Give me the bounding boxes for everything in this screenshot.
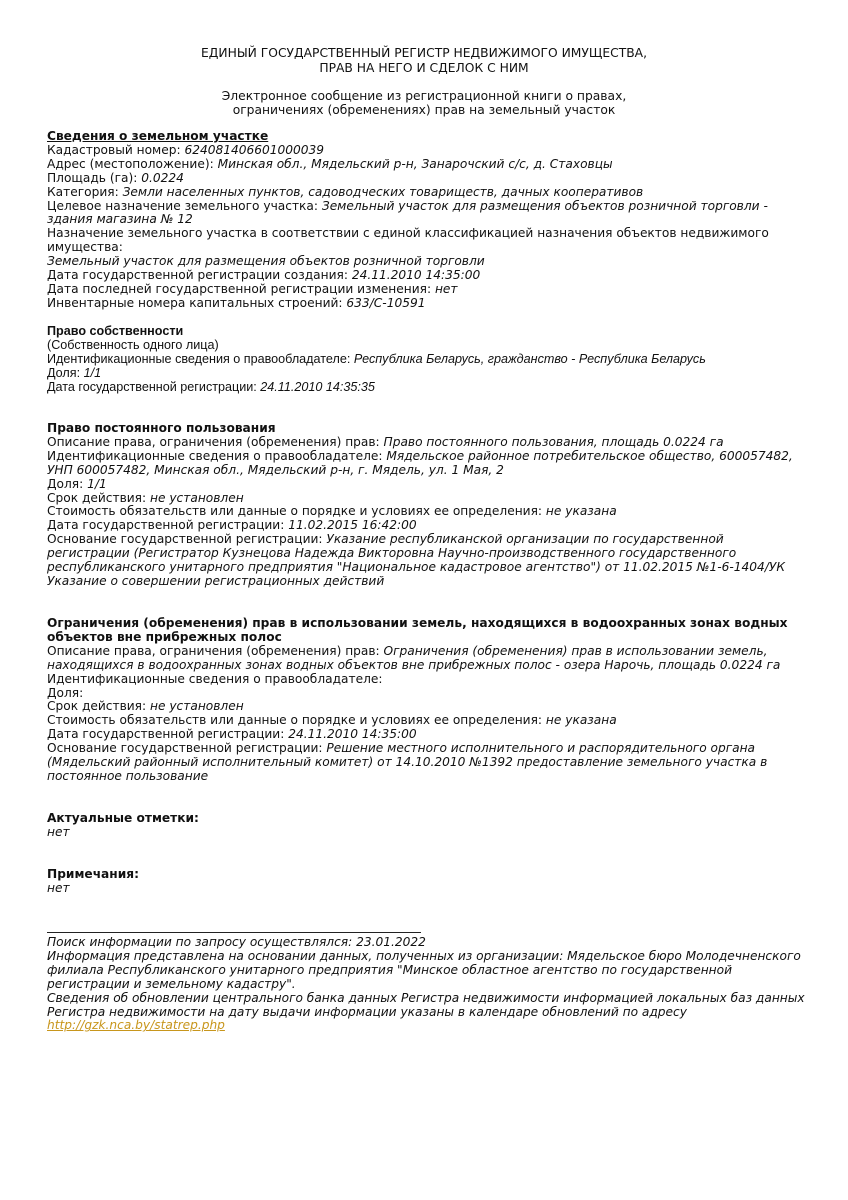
ownership-title: Право собственности xyxy=(47,324,184,338)
marks-title: Актуальные отметки: xyxy=(47,811,199,825)
subtitle-line2: ограничениях (обременениях) прав на земельный участок xyxy=(232,103,616,117)
change-date-value: нет xyxy=(434,281,458,296)
ownership-date-value: 24.11.2010 14:35:35 xyxy=(260,379,375,394)
field-label: Идентификационные сведения о правообладателе: xyxy=(47,351,354,366)
update-info: Сведения об обновлении центрального банка данных Регистра недвижимости информацией локальных баз данных Регистра недвижимости на дату выдачи информации указаны в календаре обновлений по адресу xyxy=(47,990,805,1019)
field-label: Инвентарные номера капитальных строений: xyxy=(47,295,347,310)
ownership-section xyxy=(47,325,807,395)
pu-cost-row xyxy=(47,505,807,519)
field-label: Дата государственной регистрации: xyxy=(47,727,289,742)
inventory-row xyxy=(47,297,807,311)
marks-section xyxy=(47,812,807,840)
r-basis-row xyxy=(47,742,807,784)
classification-label: Назначение земельного участка в соответствии с единой классификацией назначения объектов недвижимого имущества: xyxy=(47,226,769,255)
field-label: Доля: xyxy=(47,365,84,380)
pu-holder-value: Мядельское районное потребительское общество, 600057482, УНП 600057482, Минская обл., Мядельский р-н, г. Мядель, ул. 1 Мая, 2 xyxy=(47,448,793,477)
ownership-holder-value: Республика Беларусь, гражданство - Республика Беларусь xyxy=(353,351,706,366)
field-label: Площадь (га): xyxy=(47,170,142,185)
r-term-row xyxy=(47,700,807,714)
field-label: Доля: xyxy=(47,476,88,491)
subtitle-line1: Электронное сообщение из регистрационной книги о правах, xyxy=(221,89,627,103)
field-label: Описание права, ограничения (обременения) прав: xyxy=(47,434,384,449)
pu-share-value: 1/1 xyxy=(87,476,107,491)
change-date-row xyxy=(47,283,807,297)
land-info-section xyxy=(47,130,807,311)
source-info: Информация представлена на основании данных, полученных из организации: Мядельское бюро Молодечненского филиала Республиканского унитарного предприятия "Минское областное агентство по государственной регистрации и земельному кадастру". xyxy=(47,948,801,991)
r-term-value: не установлен xyxy=(150,699,244,714)
field-label: Адрес (местоположение): xyxy=(47,156,218,171)
ownership-share-value: 1/1 xyxy=(83,365,102,380)
register-title-line2: ПРАВ НА НЕГО И СДЕЛОК С НИМ xyxy=(319,61,529,75)
cadastral-number-row xyxy=(47,144,807,158)
notes-value: нет xyxy=(47,880,70,895)
permanent-use-title: Право постоянного пользования xyxy=(47,421,276,435)
field-label: Стоимость обязательств или данные о порядке и условиях ее определения: xyxy=(47,504,546,519)
category-value: Земли населенных пунктов, садоводческих товариществ, дачных кооперативов xyxy=(122,184,644,199)
ownership-date-row xyxy=(47,381,807,395)
ownership-type: (Собственность одного лица) xyxy=(47,337,219,352)
field-label: Дата последней государственной регистрации изменения: xyxy=(47,281,435,296)
pu-cost-value: не указана xyxy=(545,504,617,519)
restrictions-section xyxy=(47,617,807,784)
pu-holder-row xyxy=(47,450,807,478)
land-info-title: Сведения о земельном участке xyxy=(47,129,269,143)
ownership-holder-row xyxy=(47,353,807,367)
field-label: Дата государственной регистрации создания: xyxy=(47,268,352,283)
r-cost-row xyxy=(47,714,807,728)
cadastral-number-value: 624081406601000039 xyxy=(184,142,325,157)
pu-date-row xyxy=(47,519,807,533)
notes-section xyxy=(47,868,807,896)
document-header xyxy=(0,46,848,76)
notes-title: Примечания: xyxy=(47,867,139,881)
classification-value: Земельный участок для размещения объектов розничной торговли xyxy=(47,254,485,269)
field-label: Кадастровый номер: xyxy=(47,142,185,157)
footer-divider xyxy=(47,932,421,933)
area-row xyxy=(47,172,807,186)
footer xyxy=(47,936,807,1033)
r-date-value: 24.11.2010 14:35:00 xyxy=(288,727,417,742)
pu-date-value: 11.02.2015 16:42:00 xyxy=(288,518,417,533)
search-date: Поиск информации по запросу осуществлялся: 23.01.2022 xyxy=(47,935,426,949)
address-row xyxy=(47,158,807,172)
pu-share-row xyxy=(47,478,807,492)
pu-term-row xyxy=(47,492,807,506)
pu-desc-row xyxy=(47,436,807,450)
r-share-row: Доля: xyxy=(47,685,84,700)
field-label: Описание права, ограничения (обременения) прав: xyxy=(47,643,384,658)
pu-desc-value: Право постоянного пользования, площадь 0.0224 га xyxy=(383,434,724,449)
r-desc-row xyxy=(47,645,807,673)
marks-value: нет xyxy=(47,824,70,839)
statrep-link[interactable]: http://gzk.nca.by/statrep.php xyxy=(47,1018,225,1033)
register-title-line1: ЕДИНЫЙ ГОСУДАРСТВЕННЫЙ РЕГИСТР НЕДВИЖИМОГО ИМУЩЕСТВА, xyxy=(201,46,647,60)
field-label: Основание государственной регистрации: xyxy=(47,532,327,547)
ownership-share-row xyxy=(47,367,807,381)
field-label: Идентификационные сведения о правообладателе: xyxy=(47,448,387,463)
creation-date-row xyxy=(47,269,807,283)
field-label: Целевое назначение земельного участка: xyxy=(47,198,322,213)
field-label: Дата государственной регистрации: xyxy=(47,518,289,533)
creation-date-value: 24.11.2010 14:35:00 xyxy=(351,268,481,283)
r-date-row xyxy=(47,728,807,742)
field-label: Категория: xyxy=(47,184,123,199)
pu-term-value: не установлен xyxy=(150,490,244,505)
field-label: Дата государственной регистрации: xyxy=(47,379,261,394)
area-value: 0.0224 xyxy=(141,170,184,185)
pu-basis-row xyxy=(47,533,807,589)
category-row xyxy=(47,186,807,200)
field-label: Основание государственной регистрации: xyxy=(47,741,327,756)
purpose-value: Земельный участок для размещения объектов розничной торговли - здания магазина № 12 xyxy=(47,198,768,227)
field-label: Стоимость обязательств или данные о порядке и условиях ее определения: xyxy=(47,713,546,728)
r-holder-row: Идентификационные сведения о правообладателе: xyxy=(47,671,383,686)
r-basis-value: Решение местного исполнительного и распорядительного органа (Мядельский районный исполнительный комитет) от 14.10.2010 №1392 предоставление земельного участка в постоянное пользование xyxy=(47,741,768,783)
document-subtitle xyxy=(0,89,848,117)
address-value: Минская обл., Мядельский р-н, Занарочский с/с, д. Стаховцы xyxy=(217,156,613,171)
inventory-value: 633/С-10591 xyxy=(346,295,426,310)
pu-basis-value: Указание республиканской организации по государственной регистрации (Регистратор Кузнецова Надежда Викторовна Научно-производственного государственного республиканского унитарного предприятия "Национальное кадастровое агентство") от 11.02.2015 №1-6-1404/УК Указание о совершении регистрационных действий xyxy=(47,532,785,588)
permanent-use-section xyxy=(47,422,807,589)
restrictions-title: Ограничения (обременения) прав в использовании земель, находящихся в водоохранных зонах водных объектов вне прибрежных полос xyxy=(47,616,788,644)
r-cost-value: не указана xyxy=(545,713,617,728)
field-label: Срок действия: xyxy=(47,490,150,505)
field-label: Срок действия: xyxy=(47,699,150,714)
purpose-row xyxy=(47,200,807,228)
r-desc-value: Ограничения (обременения) прав в использовании земель, находящихся в водоохранных зонах водных объектов вне прибрежных полос - озера Нарочь, площадь 0.0224 га xyxy=(47,643,781,672)
